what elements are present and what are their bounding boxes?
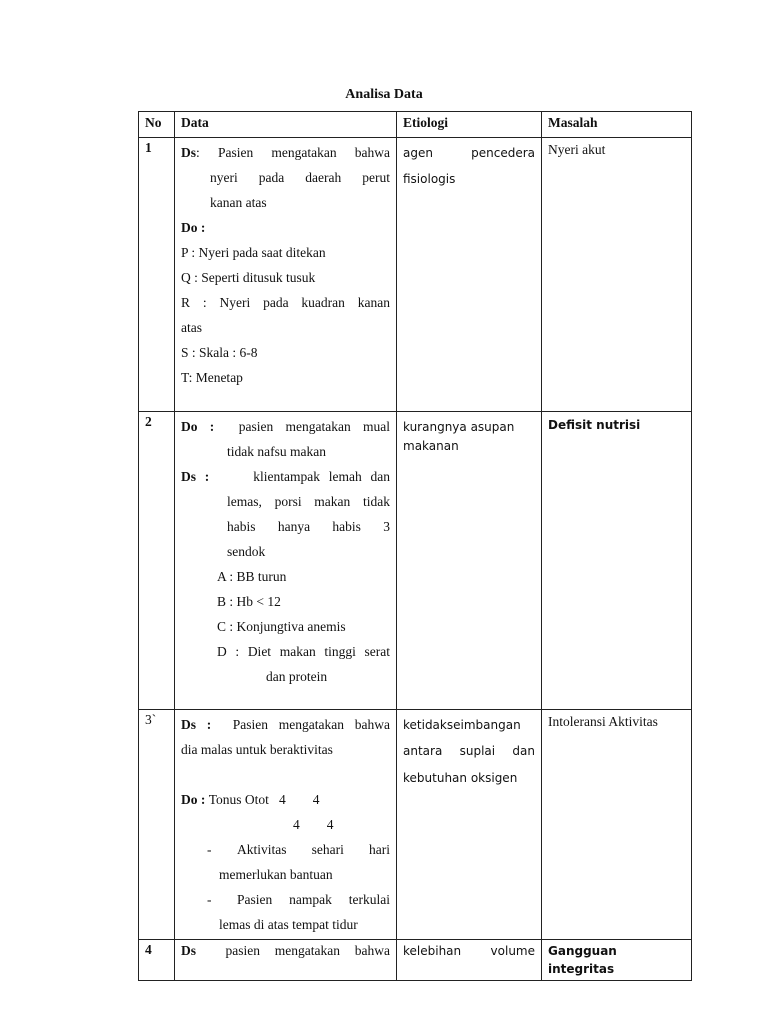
etiologi-text: kelebihan volume: [403, 944, 535, 958]
do-item-d: D : Diet makan tinggi serat: [217, 644, 390, 659]
do-item-s: S : Skala : 6-8: [181, 345, 258, 360]
table-header-row: [139, 112, 692, 138]
do-item-r: R : Nyeri pada kuadran kanan: [181, 295, 390, 310]
do-item-cont: lemas di atas tempat tidur: [219, 917, 358, 932]
do-label: Do :: [181, 792, 206, 807]
ds-text: dia malas untuk beraktivitas: [181, 742, 333, 757]
header-no: No: [139, 112, 175, 138]
row-number: 3`: [139, 710, 175, 940]
ds-label: Ds: [181, 145, 197, 160]
masalah-cell: [542, 138, 692, 412]
etiologi-text: kebutuhan oksigen: [403, 771, 518, 785]
do-text: Tonus Otot 4 4: [208, 792, 320, 807]
etiologi-cell: [397, 412, 542, 710]
table-row: [139, 940, 692, 981]
row-number: 1: [139, 138, 175, 412]
masalah-cell: [542, 710, 692, 940]
do-item: Pasien nampak terkulai: [237, 892, 390, 907]
masalah-text: Gangguan integritas: [548, 944, 617, 976]
bullet-dash: -: [207, 842, 212, 857]
do-item-r-cont: atas: [181, 320, 202, 335]
do-text: 4 4: [293, 817, 334, 832]
header-etiologi: Etiologi: [397, 112, 542, 138]
table-row: [139, 138, 692, 412]
do-label: Do :: [181, 220, 206, 235]
do-item-a: A : BB turun: [217, 569, 287, 584]
ds-text: sendok: [227, 544, 266, 559]
ds-text: nyeri pada daerah perut: [210, 170, 390, 185]
do-item-d-cont: dan protein: [266, 669, 328, 684]
etiologi-cell: [397, 940, 542, 981]
do-item-b: B : Hb < 12: [217, 594, 281, 609]
etiologi-text: antara suplai dan: [403, 744, 535, 758]
do-item-cont: memerlukan bantuan: [219, 867, 333, 882]
ds-label: Ds: [181, 943, 197, 958]
header-masalah: Masalah: [542, 112, 692, 138]
masalah-cell: [542, 940, 692, 981]
do-item-q: Q : Seperti ditusuk tusuk: [181, 270, 316, 285]
masalah-cell: [542, 412, 692, 710]
do-item-p: P : Nyeri pada saat ditekan: [181, 245, 326, 260]
table-row: [139, 710, 692, 940]
data-cell: [175, 940, 397, 981]
header-data: Data: [175, 112, 397, 138]
row-number: 2: [139, 412, 175, 710]
ds-text: klientampak lemah dan: [253, 469, 391, 484]
page-title: Analisa Data: [345, 87, 423, 102]
etiologi-text: ketidakseimbangan: [403, 718, 521, 732]
ds-text: kanan atas: [210, 195, 267, 210]
masalah-text: Intoleransi Aktivitas: [548, 714, 658, 729]
do-item-c: C : Konjungtiva anemis: [217, 619, 346, 634]
data-cell: [175, 710, 397, 940]
ds-text: Pasien mengatakan bahwa: [232, 717, 391, 732]
row-number: 4: [139, 940, 175, 981]
masalah-text: Defisit nutrisi: [548, 418, 641, 432]
ds-text: habis hanya habis 3: [227, 519, 390, 534]
ds-label: Ds :: [181, 717, 212, 732]
do-item: Aktivitas sehari hari: [237, 842, 390, 857]
masalah-text: Nyeri akut: [548, 142, 606, 157]
etiologi-cell: [397, 710, 542, 940]
ds-label: Ds :: [181, 469, 210, 484]
ds-text: : Pasien mengatakan bahwa: [196, 145, 390, 160]
etiologi-text: fisiologis: [403, 172, 456, 186]
do-text: tidak nafsu makan: [227, 444, 326, 459]
etiologi-text: agen pencedera: [403, 146, 535, 160]
etiologi-text: makanan: [403, 439, 459, 453]
ds-text: lemas, porsi makan tidak: [227, 494, 390, 509]
analysis-table: [138, 111, 692, 981]
data-cell: [175, 138, 397, 412]
ds-text: pasien mengatakan bahwa: [225, 943, 390, 958]
do-label: Do :: [181, 419, 215, 434]
do-text: pasien mengatakan mual: [238, 419, 391, 434]
etiologi-text: kurangnya asupan: [403, 420, 515, 434]
etiologi-cell: [397, 138, 542, 412]
bullet-dash: -: [207, 892, 212, 907]
data-cell: [175, 412, 397, 710]
table-row: [139, 412, 692, 710]
do-item-t: T: Menetap: [181, 370, 243, 385]
